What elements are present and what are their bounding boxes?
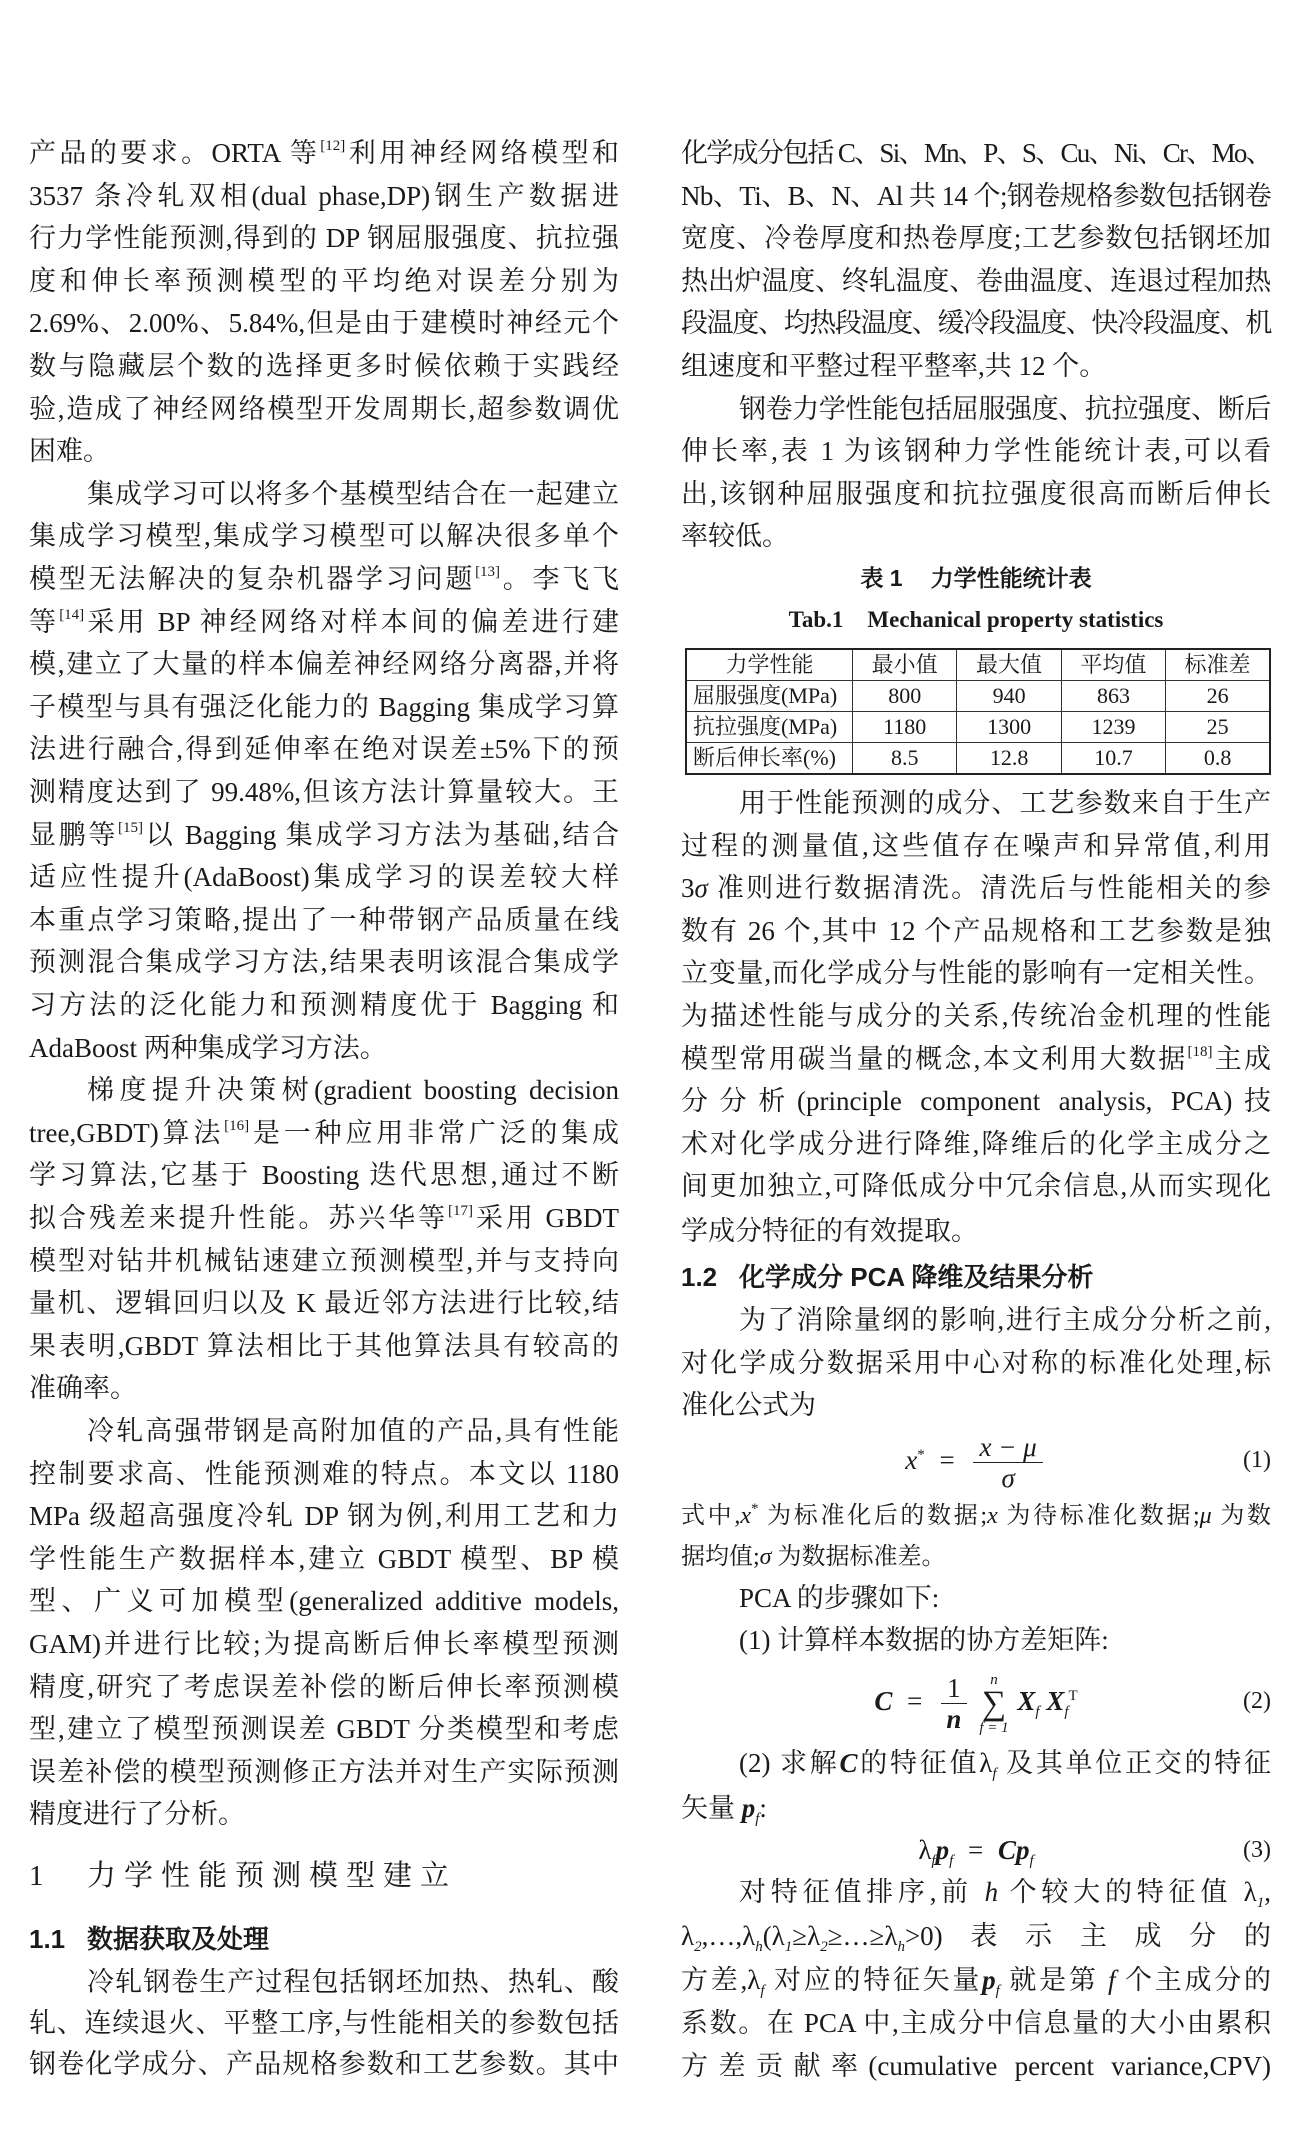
table-title: 力学性能统计表 <box>930 565 1092 591</box>
text-run: 主成 <box>1212 1044 1272 1074</box>
fraction <box>973 1432 1042 1493</box>
text-line: 预测混合集成学习方法,结果表明该混合集成学 <box>29 947 619 977</box>
text-line: 学性能生产数据样本,建立 GBDT 模型、BP 模 <box>29 1544 619 1574</box>
section-heading-1 <box>29 1855 457 1897</box>
text-run: 个较大的特征值 λ <box>998 1877 1257 1907</box>
math-i: h <box>984 1877 999 1907</box>
section-number: 1 <box>29 1860 52 1892</box>
section-title: 数据获取及处理 <box>87 1924 270 1954</box>
math-i: f <box>1108 1965 1116 1995</box>
table-cell: 10.7 <box>1061 743 1165 775</box>
math-i: σ <box>694 873 708 903</box>
eq-equals: = <box>939 1445 955 1475</box>
numerator: x − μ <box>973 1432 1042 1463</box>
table-number-en: Tab.1 <box>788 607 844 632</box>
table-cell: 抗拉强度(MPa) <box>686 712 853 743</box>
text-run: tree,GBDT)算法 <box>29 1118 225 1148</box>
text-line: GAM)并进行比较;为提高断后伸长率模型预测 <box>29 1629 619 1659</box>
sum-upper-limit: n <box>990 1671 998 1688</box>
text-line: 准确率。 <box>29 1373 137 1403</box>
text-line: 法进行融合,得到延伸率在绝对误差±5%下的预 <box>29 734 619 764</box>
text-run: 对应的特征矢量 <box>764 1965 983 1995</box>
text-line: 困难。 <box>29 436 110 466</box>
table-caption-cn <box>681 558 1271 598</box>
equation-number: (1) <box>1243 1447 1271 1473</box>
text-line: PCA 的步骤如下: <box>739 1583 940 1613</box>
equation-number: (3) <box>1243 1837 1271 1863</box>
table-cell: 800 <box>853 681 957 712</box>
text-line: 度和伸长率预测模型的平均绝对误差分别为 <box>29 266 619 296</box>
text-run: 3 <box>681 873 695 903</box>
text-line: AdaBoost 两种集成学习方法。 <box>29 1033 387 1063</box>
text-line: 间更加独立,可降低成分中冗余信息,从而实现化 <box>681 1171 1271 1201</box>
summation <box>979 1672 1008 1736</box>
column-header: 标准差 <box>1166 649 1270 681</box>
eq-symbol: C <box>997 1835 1016 1865</box>
table-cell: 1300 <box>957 712 1061 743</box>
text-line: 轧、连续退火、平整工序,与性能相关的参数包括 <box>29 2008 619 2038</box>
sum-lower-limit: f = 1 <box>979 1719 1009 1736</box>
text-run: λ <box>681 1921 695 1951</box>
text-line: 误差补偿的模型预测修正方法并对生产实际预测 <box>29 1757 619 1787</box>
math-sub: 2 <box>820 1939 828 1955</box>
text-line: 冷轧钢卷生产过程包括钢坯加热、热轧、酸 <box>87 1967 619 1997</box>
text-line: 系数。在 PCA 中,主成分中信息量的大小由累积 <box>681 2008 1271 2038</box>
table-row <box>686 681 1270 712</box>
table-cell: 940 <box>957 681 1061 712</box>
text-line: 为了消除量纲的影响,进行主成分分析之前, <box>739 1305 1271 1335</box>
text-line: 分分析(principle component analysis, PCA)技 <box>681 1086 1271 1116</box>
eq-subscript: f <box>1029 1853 1034 1869</box>
text-line: 精度,研究了考虑误差补偿的断后伸长率预测模 <box>29 1672 619 1702</box>
text-line <box>681 1915 1271 1957</box>
section-heading-1-1 <box>29 1918 269 1960</box>
eq-symbol: X <box>1046 1686 1065 1716</box>
table-cell: 屈服强度(MPa) <box>686 681 853 712</box>
text-line: 2.69%、2.00%、5.84%,但是由于建模时神经元个 <box>29 308 619 338</box>
text-run: ≥…≥λ <box>827 1921 898 1951</box>
eq-symbol: p <box>1016 1835 1030 1865</box>
text-run: 采用 GBDT <box>473 1203 620 1233</box>
eq-subscript: f <box>931 1853 936 1869</box>
math-sub: h <box>755 1939 763 1955</box>
math-sub: 1 <box>784 1939 793 1955</box>
text-run: 准则进行数据清洗。清洗后与性能相关的参 <box>707 873 1271 903</box>
column-header: 力学性能 <box>686 649 853 681</box>
text-line: 测精度达到了 99.48%,但该方法计算量较大。王 <box>29 777 619 807</box>
text-line: 3537 条冷轧双相(dual phase,DP)钢生产数据进 <box>29 181 619 211</box>
table-title-en: Mechanical property statistics <box>867 607 1164 632</box>
mechanical-property-table <box>685 648 1271 775</box>
text-line: 为描述性能与成分的关系,传统冶金机理的性能 <box>681 1001 1271 1031</box>
text-run: 为数据标准差。 <box>771 1544 946 1570</box>
text-run: 产品的要求。ORTA 等 <box>29 138 321 168</box>
column-header: 平均值 <box>1061 649 1165 681</box>
text-line: 立变量,而化学成分与性能的影响有一定相关性。 <box>681 958 1271 988</box>
text-line <box>681 1536 1271 1578</box>
text-line: 适应性提升(AdaBoost)集成学习的误差较大样 <box>29 862 619 892</box>
citation-superscript: [18] <box>1187 1044 1213 1060</box>
text-run: (2) 求解 <box>739 1748 840 1778</box>
text-line: 本重点学习策略,提出了一种带钢产品质量在线 <box>29 905 619 935</box>
text-line: 数有 26 个,其中 12 个产品规格和工艺参数是独 <box>681 916 1271 946</box>
table-row <box>686 712 1270 743</box>
text-line: 术对化学成分进行降维,降维后的化学主成分之 <box>681 1129 1271 1159</box>
section-heading-1-2 <box>681 1256 1093 1298</box>
text-line: 方差贡献率(cumulative percent variance,CPV) <box>681 2051 1271 2081</box>
text-line <box>29 558 619 600</box>
text-run: : <box>759 1793 767 1823</box>
text-line: 化学成分包括 C、Si、Mn、P、S、Cu、Ni、Cr、Mo、 <box>681 138 1271 168</box>
math-b: p <box>982 1965 996 1995</box>
text-run: 模型无法解决的复杂机器学习问题 <box>29 564 476 594</box>
text-line <box>29 814 619 856</box>
text-run: 个主成分的 <box>1115 1965 1272 1995</box>
eq-symbol: λ <box>918 1835 932 1865</box>
text-line <box>29 1197 619 1239</box>
eq-superscript: * <box>917 1447 925 1463</box>
table-row <box>686 743 1270 775</box>
section-number: 1.1 <box>29 1924 66 1954</box>
text-line: 验,造成了神经网络模型开发周期长,超参数调优 <box>29 394 619 424</box>
text-run: 的特征值λ <box>857 1748 993 1778</box>
table-cell: 863 <box>1061 681 1165 712</box>
section-number: 1.2 <box>681 1262 718 1292</box>
math-sub: 1 <box>1256 1895 1265 1911</box>
text-line: 钢卷力学性能包括屈服强度、抗拉强度、断后 <box>739 394 1271 424</box>
text-line: 控制要求高、性能预测难的特点。本文以 1180 <box>29 1459 619 1489</box>
text-line: 精度进行了分析。 <box>29 1799 245 1829</box>
citation-superscript: [12] <box>320 138 346 154</box>
text-run: (λ <box>762 1921 785 1951</box>
math-sub: h <box>897 1939 905 1955</box>
column-header: 最大值 <box>957 649 1061 681</box>
text-line: 模型对钻井机械钻速建立预测模型,并与支持向 <box>29 1246 619 1276</box>
text-run: 等 <box>29 607 60 637</box>
text-line: 段温度、均热段温度、缓冷段温度、快冷段温度、机 <box>681 308 1271 338</box>
text-line <box>681 1787 1271 1829</box>
text-line <box>681 867 1271 909</box>
text-run: 据均值; <box>681 1544 760 1570</box>
text-line: Nb、Ti、B、N、Al 共 14 个;钢卷规格参数包括钢卷 <box>681 181 1272 211</box>
math-i: μ <box>1199 1503 1212 1529</box>
text-line: 习方法的泛化能力和预测精度优于 Bagging 和 <box>29 990 619 1020</box>
math-b: p <box>741 1793 756 1823</box>
column-header: 最小值 <box>853 649 957 681</box>
citation-superscript: * <box>750 1501 759 1517</box>
section-title: 化学成分 PCA 降维及结果分析 <box>739 1262 1094 1292</box>
text-line <box>681 1871 1271 1913</box>
text-run: 为数 <box>1211 1503 1272 1529</box>
table-caption-en <box>681 600 1271 640</box>
text-run: ≥λ <box>792 1921 821 1951</box>
table-cell: 0.8 <box>1166 743 1270 775</box>
eq-symbol: X <box>1017 1686 1036 1716</box>
table-cell: 8.5 <box>853 743 957 775</box>
text-run: 为标准化后的数据; <box>758 1503 988 1529</box>
table-cell: 26 <box>1166 681 1270 712</box>
text-run: 式中, <box>681 1503 741 1529</box>
text-line: 梯度提升决策树(gradient boosting decision <box>87 1075 619 1105</box>
text-line: 用于性能预测的成分、工艺参数来自于生产 <box>739 788 1271 818</box>
equation-number: (2) <box>1243 1688 1271 1714</box>
fraction <box>941 1673 967 1734</box>
eq-symbol: x <box>905 1445 918 1475</box>
eq-equals: = <box>968 1835 984 1865</box>
table-cell: 1180 <box>853 712 957 743</box>
text-run: 矢量 <box>681 1793 742 1823</box>
text-run: 方差,λ <box>681 1965 761 1995</box>
eq-subscript: f <box>1064 1704 1069 1720</box>
math-b: C <box>839 1748 858 1778</box>
text-run: 采用 BP 神经网络对样本间的偏差进行建 <box>84 607 619 637</box>
text-line: 对化学成分数据采用中心对称的标准化处理,标 <box>681 1348 1271 1378</box>
text-line: 伸长率,表 1 为该钢种力学性能统计表,可以看 <box>681 436 1271 466</box>
math-sub: f <box>995 1983 1000 1999</box>
text-line: 学成分特征的有效提取。 <box>681 1216 978 1246</box>
equation-3 <box>681 1829 1271 1871</box>
math-i: x <box>740 1503 751 1529</box>
citation-superscript: [15] <box>118 820 144 836</box>
text-line: (1) 计算样本数据的协方差矩阵: <box>739 1625 1109 1655</box>
equation-1 <box>681 1428 1271 1492</box>
eq-symbol: p <box>935 1835 950 1865</box>
math-sub: f <box>992 1766 997 1782</box>
section-title: 力学性能预测模型建立 <box>87 1860 458 1892</box>
table-cell: 25 <box>1166 712 1270 743</box>
citation-superscript: [14] <box>59 607 85 623</box>
denominator: σ <box>1001 1463 1015 1494</box>
text-run: 拟合残差来提升性能。苏兴华等 <box>29 1203 449 1233</box>
math-sub: f <box>760 1983 765 1999</box>
text-run: 就是第 <box>999 1965 1109 1995</box>
text-line: MPa 级超高强度冷轧 DP 钢为例,利用工艺和力 <box>29 1501 619 1531</box>
table-cell: 12.8 <box>957 743 1061 775</box>
text-line: 钢卷化学成分、产品规格参数和工艺参数。其中 <box>29 2049 619 2079</box>
text-line: 型、广义可加模型(generalized additive models, <box>29 1586 619 1616</box>
eq-equals: = <box>907 1686 923 1716</box>
text-line <box>29 1112 619 1154</box>
text-line: 热出炉温度、终轧温度、卷曲温度、连退过程加热 <box>681 266 1272 296</box>
citation-superscript: [17] <box>448 1203 474 1219</box>
text-line <box>681 1959 1271 2001</box>
math-i: σ <box>759 1544 772 1570</box>
equation-2 <box>681 1664 1271 1738</box>
text-run: 显鹏等 <box>29 820 119 850</box>
text-line: 冷轧高强带钢是高附加值的产品,具有性能 <box>87 1416 619 1446</box>
text-run: 对特征值排序,前 <box>739 1877 985 1907</box>
text-run: 是一种应用非常广泛的集成 <box>249 1118 620 1148</box>
text-line: 过程的测量值,这些值存在噪声和异常值,利用 <box>681 831 1271 861</box>
eq-subscript: f <box>949 1853 954 1869</box>
text-line: 集成学习模型,集成学习模型可以解决很多单个 <box>29 521 619 551</box>
text-line: 行力学性能预测,得到的 DP 钢屈服强度、抗拉强 <box>29 223 619 253</box>
text-line <box>29 601 619 643</box>
text-line: 集成学习可以将多个基模型结合在一起建立 <box>87 479 619 509</box>
text-line: 率较低。 <box>681 521 789 551</box>
text-run: 以 Bagging 集成学习方法为基础,结合 <box>143 820 619 850</box>
text-line: 出,该钢种屈服强度和抗拉强度很高而断后伸长 <box>681 479 1271 509</box>
text-run: 利用神经网络模型和 <box>345 138 619 168</box>
text-run: 。李飞飞 <box>500 564 620 594</box>
eq-symbol: C <box>874 1686 893 1716</box>
text-line: 准化公式为 <box>681 1390 816 1420</box>
eq-subscript: f <box>1035 1704 1040 1720</box>
text-run: ,…,λ <box>701 1921 756 1951</box>
table-header-row <box>686 649 1270 681</box>
text-line <box>681 1038 1271 1080</box>
table-cell: 断后伸长率(%) <box>686 743 853 775</box>
text-run: 为待标准化数据; <box>997 1503 1200 1529</box>
text-run: 及其单位正交的特征 <box>996 1748 1272 1778</box>
text-line: 学习算法,它基于 Boosting 迭代思想,通过不断 <box>29 1160 619 1190</box>
math-sub: f <box>755 1811 760 1827</box>
text-line <box>681 1742 1271 1784</box>
text-line: 型,建立了模型预测误差 GBDT 分类模型和考虑 <box>29 1714 619 1744</box>
citation-superscript: [13] <box>475 564 501 580</box>
citation-superscript: [16] <box>224 1118 250 1134</box>
math-i: x <box>987 1503 998 1529</box>
text-line: 果表明,GBDT 算法相比于其他算法具有较高的 <box>29 1331 619 1361</box>
numerator: 1 <box>941 1673 967 1704</box>
text-line <box>29 132 619 174</box>
text-run: >0)表示主成分的 <box>904 1921 1271 1951</box>
text-run: 模型常用碳当量的概念,本文利用大数据 <box>681 1044 1188 1074</box>
sum-icon: ∑ <box>981 1684 1007 1722</box>
text-line: 数与隐藏层个数的选择更多时候依赖于实践经 <box>29 351 619 381</box>
text-line: 量机、逻辑回归以及 K 最近邻方法进行比较,结 <box>29 1288 619 1318</box>
text-line: 模,建立了大量的样本偏差神经网络分离器,并将 <box>29 649 619 679</box>
table-cell: 1239 <box>1061 712 1165 743</box>
text-line: 组速度和平整过程平整率,共 12 个。 <box>681 351 1107 381</box>
text-line <box>681 1495 1271 1537</box>
eq-superscript: T <box>1068 1688 1078 1704</box>
math-sub: 2 <box>694 1939 702 1955</box>
text-line: 宽度、冷卷厚度和热卷厚度;工艺参数包括钢坯加 <box>681 223 1271 253</box>
denominator: n <box>946 1704 962 1735</box>
text-line: 子模型与具有强泛化能力的 Bagging 集成学习算 <box>29 692 619 722</box>
table-number: 表 1 <box>860 565 903 591</box>
text-run: , <box>1264 1877 1271 1907</box>
